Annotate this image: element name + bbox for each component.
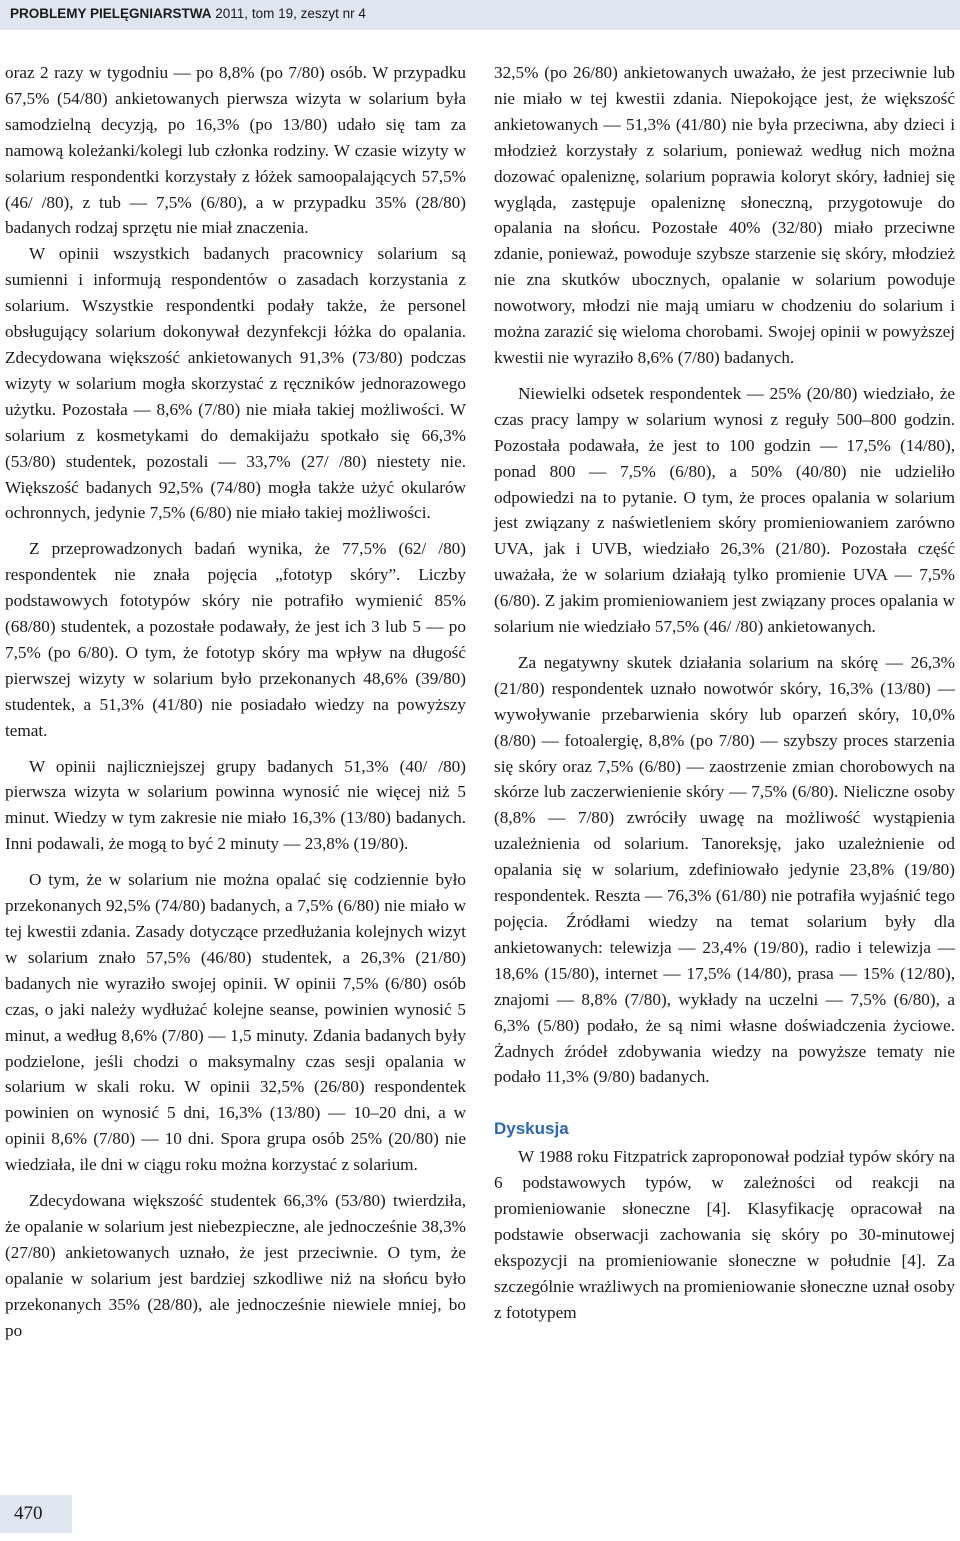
journal-title: PROBLEMY PIELĘGNIARSTWA xyxy=(10,6,212,21)
paragraph: 32,5% (po 26/80) ankietowanych uważało, że jest przeciwnie lub nie miało w tej kwestii zdania. Niepokojące jest, że większość ankietowanych — 51,3% (41/80) nie była przeciwna, aby dzieci i młodzież korzystały z solarium, ponieważ według nich można dozować opaleniznę, solarium poprawia koloryt skóry, ładniej się wygląda, zastępuje opaleniznę słoneczną, przygotowuje do opalania na słońcu. Pozostałe 40% (32/80) miało przeciwne zdanie, ponieważ, powoduje szybsze starzenie się skóry, młodzież nie zna skutków ubocznych, opalanie w solarium powoduje nowotwory, młodzi nie mają umiaru w chodzeniu do solarium i można zarazić się wieloma chorobami. Swojej opinii w powyższej kwestii nie wyraziło 8,6% (7/80) badanych. xyxy=(494,63,955,367)
paragraph: Z przeprowadzonych badań wynika, że 77,5% (62/ /80) respondentek nie znała pojęcia „fototyp skóry”. Liczby podstawowych fototypów skóry nie potrafiło wymienić 85% (68/80) studentek, a pozostałe podawały, że jest ich 3 lub 5 — po 7,5% (po 6/80). O tym, że fototyp skóry ma wpływ na długość pierwszej wizyty w solarium było przekonanych 48,6% (39/80) studentek, a 51,3% (41/80) nie posiadało wiedzy na powyższy temat. xyxy=(5,539,466,740)
paragraph: O tym, że w solarium nie można opalać się codziennie było przekonanych 92,5% (74/80) badanych, a 7,5% (6/80) nie miało w tej kwestii zdania. Zasady dotyczące przedłużania kolejnych wizyt w solarium znało 57,5% (46/80) studentek, a 26,3% (21/80) badanych nie wyraziło swojej opinii. W opinii 7,5% (6/80) osób czas, o jaki należy wydłużać kolejne seanse, powinien wynosić 5 minut, a według 8,6% (7/80) — 1,5 minuty. Zdania badanych były podzielone, jeśli chodzi o maksymalny czas sesji opalania w solarium w skali roku. W opinii 32,5% (26/80) respondentek powinien on wynosić 5 dni, 16,3% (13/80) — 10–20 dni, a w opinii 8,6% (7/80) — 10 dni. Spora grupa osób 25% (20/80) nie wiedziała, ile dni w ciągu roku można korzystać z solarium. xyxy=(5,870,466,1175)
page-number-box xyxy=(0,1495,72,1533)
paragraph: Za negatywny skutek działania solarium na skórę — 26,3% (21/80) respondentek uznało nowotwór skóry, 16,3% (13/80) — wywoływanie przebarwienia skóry lub oparzeń skóry, 10,0% (8/80) — fotoalergię, 8,8% (po 7/80) — szybszy proces starzenia się skóry oraz 7,5% (6/80) — zaostrzenie zmian chorobowych na skórze lub zaczerwienienie skóry — 7,5% (6/80). Nieliczne osoby (8,8% — 7/80) zwróciły uwagę na możliwość wystąpienia uzależnienia od solarium. Tanoreksję, jako uzależnienie od opalania się w solarium, zdefiniowało jedynie 23,8% (19/80) respondentek. Reszta — 76,3% (61/80) nie potrafiła wyjaśnić tego pojęcia. Źródłami wiedzy na temat solarium były dla ankietowanych: telewizja — 23,4% (19/80), radio i telewizja — 18,6% (15/80), internet — 17,5% (14/80), prasa — 15% (12/80), znajomi — 8,8% (7/80), wykłady na uczelni — 7,5% (6/80), a 6,3% (5/80) podało, że są nimi własne doświadczenia życiowe. Żadnych źródeł zdobywania wiedzy na powyższe tematy nie podało 11,3% (9/80) badanych. xyxy=(494,652,955,1087)
journal-header-text xyxy=(10,6,366,21)
paragraph: W 1988 roku Fitzpatrick zaproponował podział typów skóry na 6 podstawowych typów, w zależności od reakcji na promieniowanie słoneczne [4]. Klasyfikację opracował na podstawie obserwacji zachowania się skóry po 30-minutowej ekspozycji na promieniowanie słoneczne w południe [4]. Za szczególnie wrażliwych na promieniowanie słoneczne uznał osoby z fototypem xyxy=(494,1147,955,1322)
section-heading-dyskusja: Dyskusja xyxy=(494,1119,569,1139)
paragraph: Niewielki odsetek respondentek — 25% (20/80) wiedziało, że czas pracy lampy w solarium wynosi z reguły 500–800 godzin. Pozostała podawała, że jest to 100 godzin — 17,5% (14/80), ponad 800 — 7,5% (6/80), a 50% (40/80) nie udzieliło odpowiedzi na to pytanie. O tym, że proces opalania w solarium jest związany z naświetleniem skóry promieniowaniem zarówno UVA, jak i UVB, wiedziało 26,3% (21/80). Pozostała część uważała, że w solarium działają tylko promienie UVA — 7,5% (6/80). Z jakim promieniowaniem jest związany proces opalania w solarium nie wiedziało 57,5% (46/ /80) ankietowanych. xyxy=(494,383,955,637)
paragraph: W opinii wszystkich badanych pracownicy solarium są sumienni i informują respondentów o zasadach korzystania z solarium. Wszystkie respondentki podały także, że personel obsługujący solarium dokonywał dezynfekcji łóżka do opalania. Zdecydowana większość ankietowanych 91,3% (73/80) podczas wizyty w solarium mogła skorzystać z ręczników jednorazowego użytku. Pozostała — 8,6% (7/80) nie miała takiej możliwości. W solarium z kosmetykami do demakijażu spotkało się 66,3% (53/80) studentek, pozostali — 33,7% (27/ /80) niestety nie. Większość badanych 92,5% (74/80) mogła także użyć okularów ochronnych, jedynie 7,5% (6/80) nie miało takiej możliwości. xyxy=(5,244,466,523)
left-text-column xyxy=(5,60,466,1344)
page-number: 470 xyxy=(14,1503,43,1524)
running-header xyxy=(0,0,960,30)
journal-issue: 2011, tom 19, zeszyt nr 4 xyxy=(211,6,366,21)
paragraph: Zdecydowana większość studentek 66,3% (53/80) twierdziła, że opalanie w solarium jest niebezpieczne, ale jednocześnie 38,3% (27/80) ankietowanych uznało, że jest przeciwnie. O tym, że opalanie w solarium jest bardziej szkodliwe niż na słońcu było przekonanych 35% (28/80), ale jednocześnie niewiele mniej, bo po xyxy=(5,1191,466,1340)
paragraph: oraz 2 razy w tygodniu — po 8,8% (po 7/80) osób. W przypadku 67,5% (54/80) ankietowanych pierwsza wizyta w solarium była samodzielną decyzją, po 16,3% (po 13/80) udało się tam za namową koleżanki/kolegi lub członka rodziny. W czasie wizyty w solarium respondentki korzystały z łóżek samoopalających 57,5% (46/ /80), z tub — 7,5% (6/80), a w przypadku 35% (28/80) badanych rodzaj sprzętu nie miał znaczenia. xyxy=(5,63,466,238)
paragraph: W opinii najliczniejszej grupy badanych 51,3% (40/ /80) pierwsza wizyta w solarium powinna wynosić nie więcej niż 5 minut. Wiedzy w tym zakresie nie miało 16,3% (13/80) badanych. Inni podawali, że mogą to być 2 minuty — 23,8% (19/80). xyxy=(5,756,466,854)
right-text-column xyxy=(494,60,955,1326)
